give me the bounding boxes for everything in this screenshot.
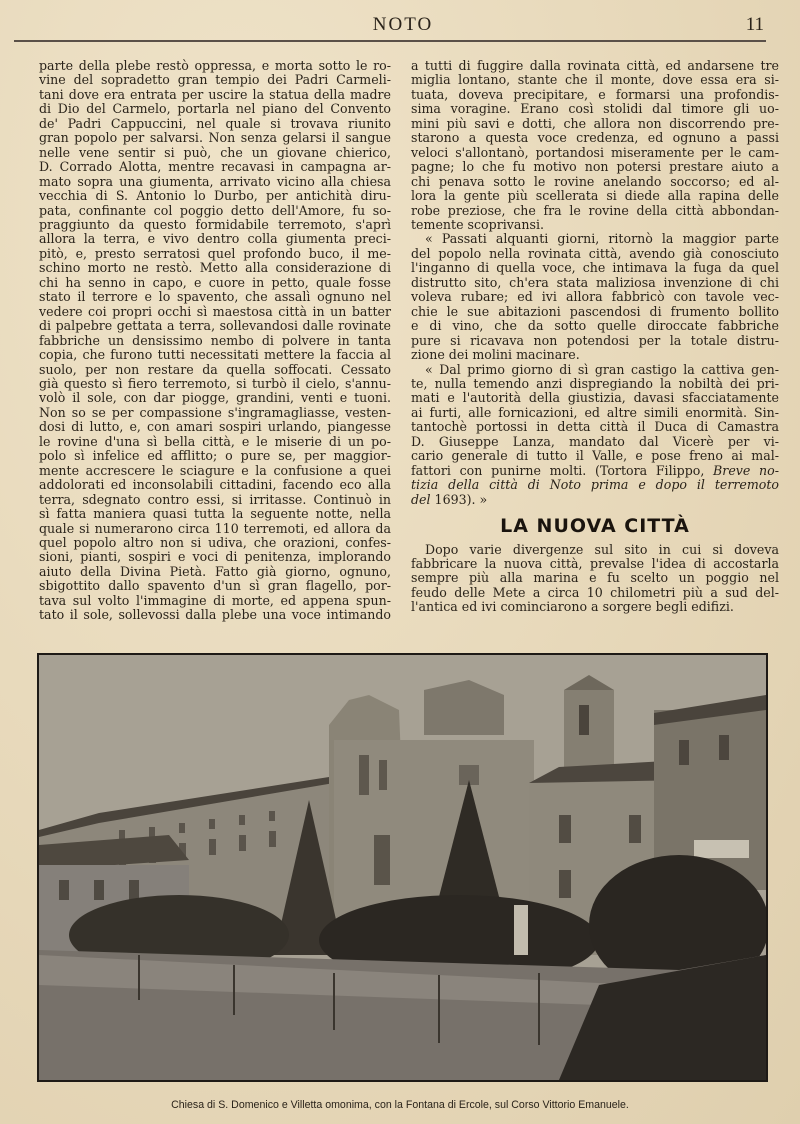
text-line: l'antica ed ivi cominciarono a sorgere begli edifizi.	[411, 599, 734, 615]
text-line: zione dei molini macinare.	[411, 347, 580, 363]
text-line: le rovine d'una sì bella città, e le miserie di un po-	[39, 433, 391, 449]
text-line: allora la terra, e vivo dentro colla giumenta preci-	[39, 231, 391, 247]
citation-line-1: tizia della città di Noto prima e dopo il terremoto	[411, 477, 779, 493]
text-line: D. Corrado Alotta, mentre recavasi in campagna ar-	[39, 159, 391, 175]
text-line: pagne; lo che fu motivo non potersi prestare aiuto a	[411, 159, 779, 175]
paragraph-2-quote	[411, 232, 779, 362]
citation-title-fragment: Breve no-	[713, 462, 779, 478]
text-line: terra, sdegnato contro essi, si irritasse. Continuò in	[39, 491, 391, 507]
page-number: 11	[745, 14, 764, 35]
text-line: schino morto ne restò. Metto alla considerazione di	[39, 260, 391, 276]
text-line: te, nulla temendo anzi dispregiando la nobiltà dei pri-	[411, 375, 779, 391]
text-line: chi penava sotto le rovine anelando soccorso; ed al-	[411, 173, 779, 189]
text-line: mini più savi e dotti, che allora non discorrendo pre-	[411, 115, 779, 131]
paragraph-1	[411, 59, 779, 232]
text-line: « Passati alquanti giorni, ritornò la maggior parte	[425, 231, 779, 247]
citation-line-2: del 1693). »	[411, 491, 488, 507]
text-line: vine del sopradetto gran tempio dei Padri Carmeli-	[39, 72, 391, 88]
text-line: distrutto sito, ch'era stata maliziosa invenzione di chi	[411, 274, 779, 290]
running-title: NOTO	[372, 14, 434, 35]
section-title: LA NUOVA CITTÀ	[500, 515, 690, 538]
paragraph-4	[411, 543, 779, 615]
text-line: polo sì infelice ed afflitto; o pure se, per maggior-	[39, 448, 391, 464]
text-line: tuata, doveva precipitare, e formarsi una profondis-	[411, 86, 779, 102]
right-column	[411, 59, 779, 615]
text-line: D. Giuseppe Lanza, mandato dal Vicerè per vi-	[411, 433, 779, 449]
text-line: e di vino, che da sotto quelle diroccate fabbriche	[411, 318, 779, 334]
text-line: nelle vene sentir si può, che un giovane chierico,	[39, 144, 391, 160]
text-line: suolo, per non restare da quella soffocati. Cessato	[39, 361, 391, 377]
text-line: quel popolo altro non si udiva, che orazioni, confes-	[39, 534, 391, 550]
text-line: addolorati ed inconsolabili cittadini, facendo eco alla	[39, 477, 391, 493]
photograph-san-domenico	[37, 653, 768, 1082]
text-line: praggiunto da questo formidabile terremoto, s'aprì	[39, 216, 391, 232]
text-line: tani dove era entrata per uscire la statua della madre	[39, 86, 391, 102]
text-line: Dopo varie divergenze sul sito in cui si doveva	[425, 541, 779, 557]
header-rule	[14, 40, 766, 42]
text-line: tava sul volto l'immagine di morte, ed appena spun-	[39, 592, 391, 608]
text-line: sima voragine. Erano così stolidi dal timore gli uo-	[411, 101, 779, 117]
text-line: miglia lontano, stante che il monte, dove essa era si-	[411, 72, 779, 88]
text-line: feudo delle Mete a circa 10 chilometri più a sud del-	[411, 584, 779, 600]
left-column	[39, 59, 391, 623]
text-line: già questo sì fiero terremoto, si turbò il cielo, s'annu-	[39, 375, 391, 391]
text-line: veloci s'allontanò, portandosi miseramente per le cam-	[411, 144, 779, 160]
text-line: di Dio del Carmelo, portarla nel piano del Convento	[39, 101, 391, 117]
text-line: dosi di lutto, e, con amari sospiri urlando, piangesse	[39, 419, 391, 435]
text-line: volò il sole, con dar piogge, grandini, venti e tuoni.	[39, 390, 391, 406]
text-line: cario generale di tutto il Valle, e pose freno ai mal-	[411, 448, 779, 464]
text-line: pitò, e, presto serratosi quel profondo buco, il me-	[39, 245, 391, 261]
text-line: de' Padri Cappuccini, nel quale si trovava riunito	[39, 115, 391, 131]
text-line: Non so se per compassione s'ingramagliasse, vesten-	[39, 404, 391, 420]
text-line: vedere coi propri occhi sì maestosa città in un batter	[39, 303, 391, 319]
text-line: robe preziose, che fra le rovine della città abbondan-	[411, 202, 779, 218]
text-line: sempre più alla marina e fu scelto un poggio nel	[411, 570, 779, 586]
text-line: a tutti di fuggire dalla rovinata città, ed andarsene tre	[411, 58, 779, 73]
text-line: stato il terrore e lo spavento, che assalì ognuno nel	[39, 289, 391, 305]
text-line: sioni, pianti, sospiri e voci di penitenza, implorando	[39, 549, 391, 565]
text-line: pata, confinante col poggio detto dell'Amore, fu so-	[39, 202, 391, 218]
figure-caption: Chiesa di S. Domenico e Villetta omonima, con la Fontana di Ercole, sul Corso Vittorio Emanuele.	[171, 1099, 629, 1111]
text-line: del popolo nella rovinata città, avendo già conosciuto	[411, 245, 779, 261]
text-line: l'inganno di quella voce, che intimava la fuga da quel	[411, 260, 779, 276]
text-line: fabbricare la nuova città, prevalse l'idea di accostarla	[411, 555, 779, 571]
church-photo-illustration	[39, 655, 766, 1080]
text-line: pure si ricavava non potendosi per la totale distru-	[411, 332, 779, 348]
text-line: starono a questa voce credenza, ed ognuno a passi	[411, 130, 779, 146]
text-line: chie le sue abitazioni pascendosi di frumento bollito	[411, 303, 779, 319]
text-line: ai furti, alle fornicazioni, ed altre simili enormità. Sin-	[411, 404, 779, 420]
text-line: mente accrescere le sciagure e la confusione a quei	[39, 462, 391, 478]
text-line: di palpebre gettata a terra, sollevandosi dalle rovinate	[39, 318, 391, 334]
text-line: sì fatta maniera quasi tutta la seguente notte, nella	[39, 506, 391, 522]
text-line: chi ha senno in capo, e cuore in petto, quale fosse	[39, 274, 391, 290]
text-line: mati e l'autorità della giustizia, davasi sfacciatamente	[411, 390, 779, 406]
text-line: quale si numerarono circa 110 terremoti, ed allora da	[39, 520, 391, 536]
text-line: « Dal primo giorno di sì gran castigo la cattiva gen-	[425, 361, 779, 377]
text-line: voleva rubare; ed ivi allora fabbricò con tavole vec-	[411, 289, 779, 305]
text-fragment: fattori con punirne molti. (Tortora Filippo,	[411, 462, 714, 478]
text-line: copia, che furono tutti necessitati mettere la faccia al	[39, 347, 391, 363]
paragraph-3-quote	[411, 363, 779, 479]
text-line	[411, 464, 779, 478]
text-line: fabbriche un densissimo nembo di polvere in tanta	[39, 332, 391, 348]
text-line: tantochè portossi in detta città il Duca di Camastra	[411, 419, 779, 435]
text-line: tato il sole, sollevossi dalla plebe una voce intimando	[39, 607, 391, 623]
text-line: sbigottito dallo spavento d'un sì gran flagello, por-	[39, 578, 391, 594]
text-line: temente scoprivansi.	[411, 216, 544, 232]
text-line: parte della plebe restò oppressa, e morta sotto le ro-	[39, 58, 391, 73]
text-line: gran popolo per salvarsi. Non senza gelarsi il sangue	[39, 130, 391, 146]
text-line: aiuto della Divina Pietà. Fatto già giorno, ognuno,	[39, 563, 391, 579]
text-line: vecchia di S. Antonio lo Durbo, per antichità diru-	[39, 188, 391, 204]
text-line: lora la gente più scellerata si diede alla rapina delle	[411, 188, 779, 204]
running-header	[40, 12, 766, 42]
text-line: mato sopra una giumenta, arrivato vicino alla chiesa	[39, 173, 391, 189]
